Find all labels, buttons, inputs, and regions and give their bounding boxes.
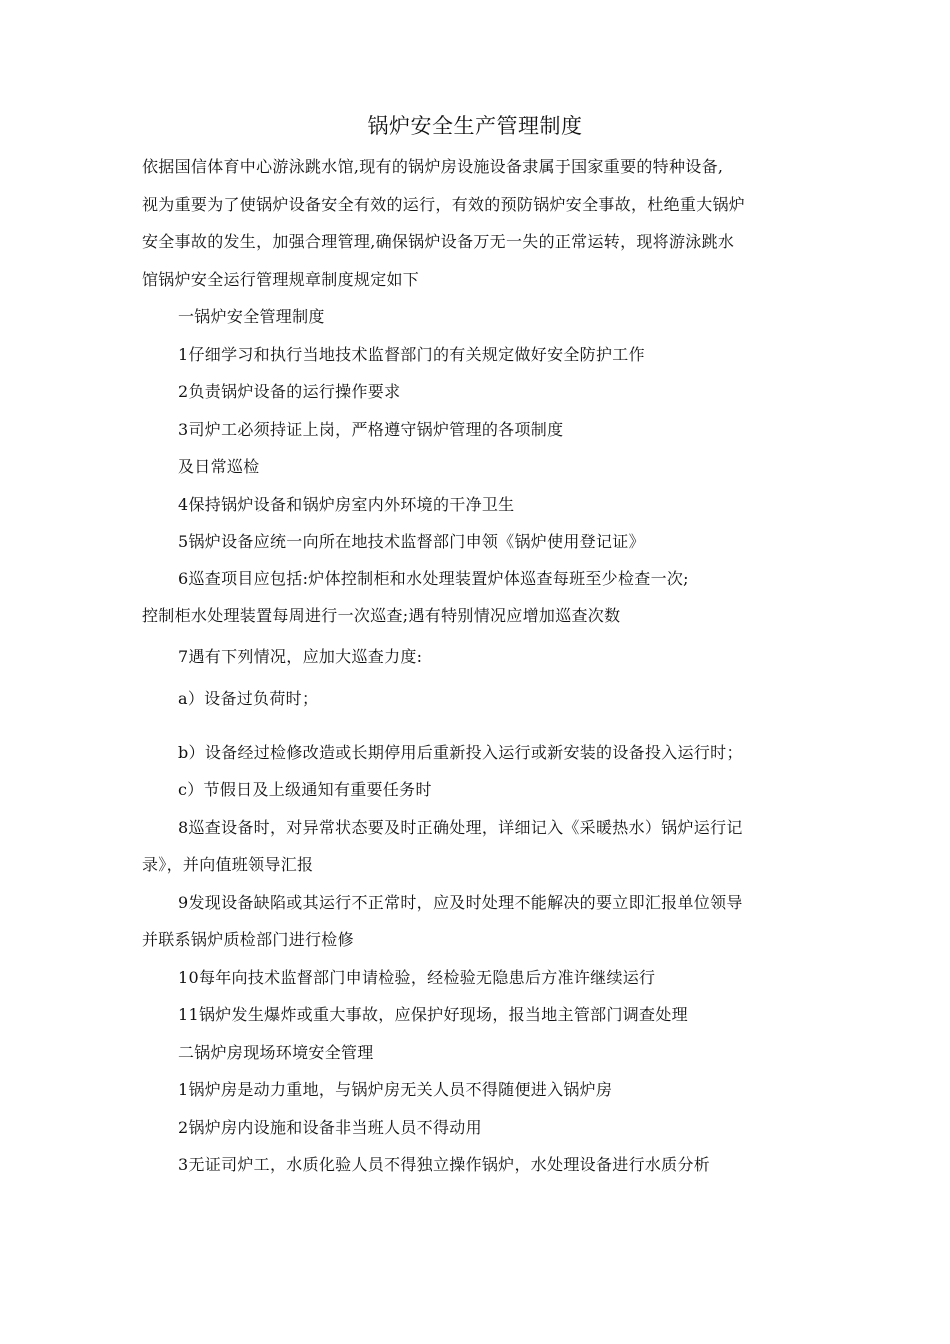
site-rule-item-1: 1锅炉房是动力重地，与锅炉房无关人员不得随便进入锅炉房 (178, 1080, 613, 1099)
rule-item-5: 5锅炉设备应统一向所在地技术监督部门申领《锅炉使用登记证》 (178, 532, 645, 551)
rule-item-4: 4保持锅炉设备和锅炉房室内外环境的干净卫生 (178, 495, 515, 514)
rule-item-7c: c）节假日及上级通知有重要任务时 (178, 780, 432, 799)
rule-item-8-continued: 录》，并向值班领导汇报 (142, 855, 314, 874)
rule-item-3-continued: 及日常巡检 (178, 457, 260, 476)
intro-line-1: 依据国信体育中心游泳跳水馆,现有的锅炉房设施设备隶属于国家重要的特种设备, (142, 157, 724, 176)
intro-line-2: 视为重要为了使锅炉设备安全有效的运行，有效的预防锅炉安全事故，杜绝重大锅炉 (142, 195, 746, 214)
section-heading-1: 一锅炉安全管理制度 (178, 307, 325, 326)
rule-item-9: 9发现设备缺陷或其运行不正常时，应及时处理不能解决的要立即汇报单位领导 (178, 893, 743, 912)
site-rule-item-3: 3无证司炉工，水质化验人员不得独立操作锅炉，水处理设备进行水质分析 (178, 1155, 711, 1174)
rule-item-2: 2负责锅炉设备的运行操作要求 (178, 382, 401, 401)
document-title: 锅炉安全生产管理制度 (367, 114, 583, 138)
rule-item-1: 1仔细学习和执行当地技术监督部门的有关规定做好安全防护工作 (178, 345, 645, 364)
rule-item-11: 11锅炉发生爆炸或重大事故，应保护好现场，报当地主管部门调查处理 (178, 1005, 688, 1024)
rule-item-6: 6巡查项目应包括:炉体控制柜和水处理装置炉体巡查每班至少检查一次; (178, 569, 689, 588)
rule-item-9-continued: 并联系锅炉质检部门进行检修 (142, 930, 354, 949)
section-heading-2: 二锅炉房现场环境安全管理 (178, 1043, 374, 1062)
intro-line-4: 馆锅炉安全运行管理规章制度规定如下 (142, 270, 420, 289)
intro-line-3: 安全事故的发生，加强合理管理,确保锅炉设备万无一失的正常运转，现将游泳跳水 (142, 232, 735, 251)
rule-item-7b: b）设备经过检修改造或长期停用后重新投入运行或新安装的设备投入运行时； (178, 743, 743, 762)
rule-item-3: 3司炉工必须持证上岗，严格遵守锅炉管理的各项制度 (178, 420, 564, 439)
rule-item-10: 10每年向技术监督部门申请检验，经检验无隐患后方准许继续运行 (178, 968, 656, 987)
rule-item-6-continued: 控制柜水处理装置每周进行一次巡查;遇有特别情况应增加巡查次数 (142, 606, 621, 625)
rule-item-7a: a）设备过负荷时； (178, 689, 319, 708)
rule-item-7: 7遇有下列情况，应加大巡查力度: (178, 647, 423, 666)
site-rule-item-2: 2锅炉房内设施和设备非当班人员不得动用 (178, 1118, 482, 1137)
rule-item-8: 8巡查设备时，对异常状态要及时正确处理，详细记入《采暖热水）锅炉运行记 (178, 818, 743, 837)
